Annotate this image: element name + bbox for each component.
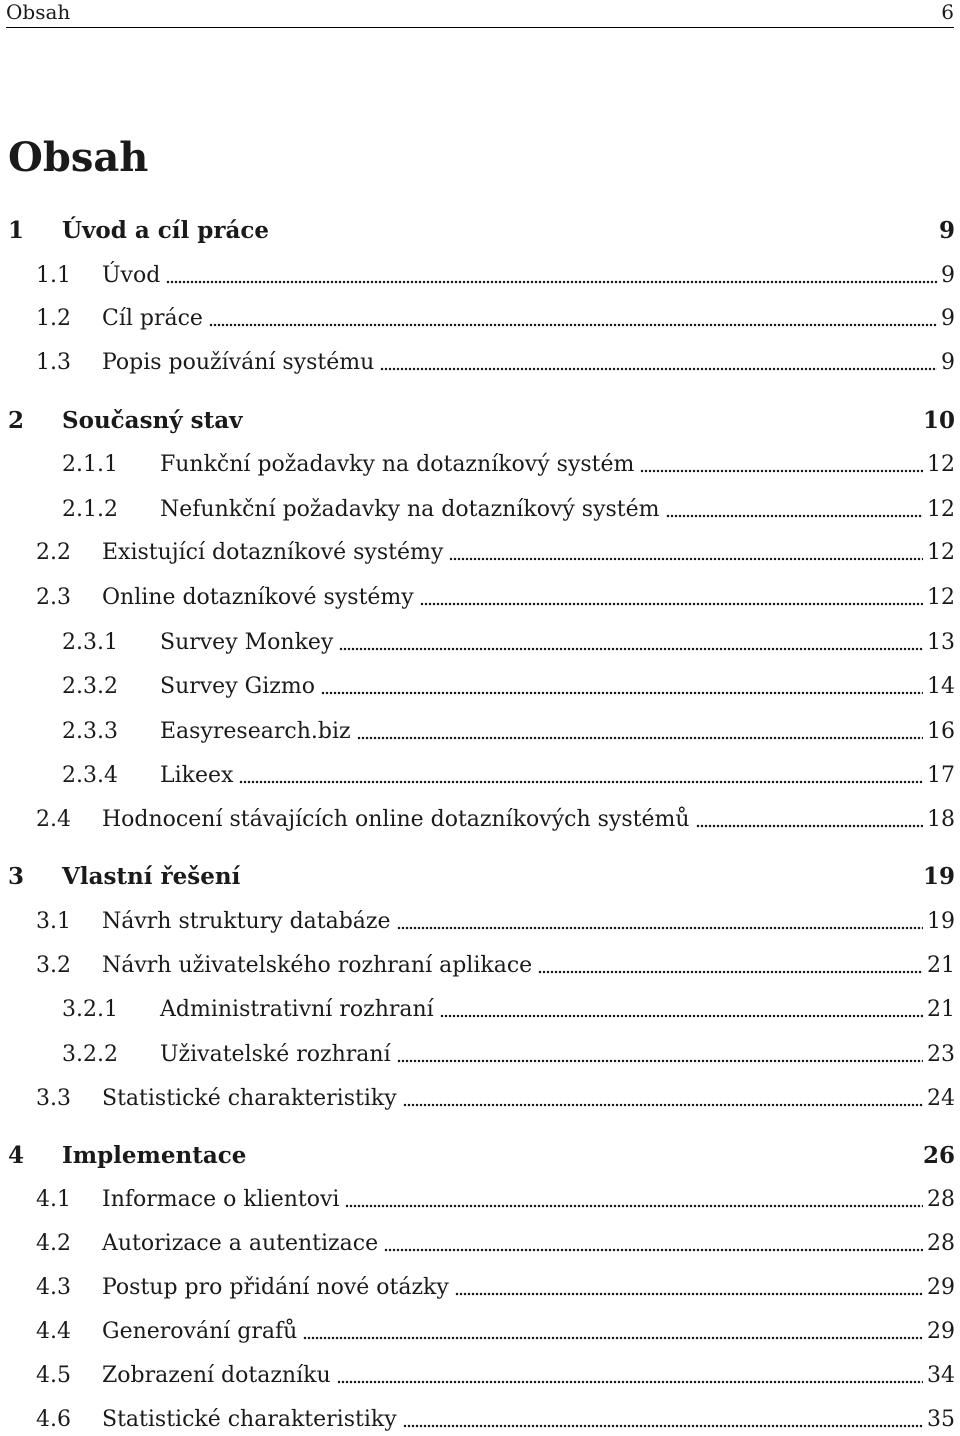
toc-page: 26	[922, 1142, 955, 1169]
toc-entry[interactable]	[0, 537, 960, 569]
toc-title: Implementace	[62, 1142, 247, 1169]
toc-entry[interactable]	[0, 627, 960, 659]
toc-number: 1.2	[36, 306, 71, 331]
toc-page: 21	[927, 997, 955, 1022]
dot-leader	[384, 1248, 923, 1252]
toc-title: Online dotazníkové systémy	[102, 585, 414, 610]
toc-number: 3	[8, 863, 25, 890]
dot-leader	[339, 647, 923, 651]
toc-chapter[interactable]	[0, 861, 960, 893]
toc-page: 29	[927, 1319, 955, 1344]
toc-chapter[interactable]	[0, 215, 960, 247]
toc-entry[interactable]	[0, 1404, 960, 1436]
toc-number: 4.4	[36, 1319, 71, 1344]
toc-number: 2.3.1	[62, 630, 118, 655]
dot-leader	[538, 970, 923, 974]
toc-page: 34	[927, 1363, 955, 1388]
toc-number: 2.4	[36, 807, 71, 832]
running-header-title: Obsah	[6, 0, 71, 24]
toc-title: Statistické charakteristiky	[102, 1086, 397, 1111]
toc-number: 2.3.4	[62, 763, 118, 788]
toc-entry[interactable]	[0, 1228, 960, 1260]
toc-page: 9	[941, 263, 955, 288]
toc-number: 3.3	[36, 1086, 71, 1111]
toc-entry[interactable]	[0, 260, 960, 292]
dot-leader	[403, 1424, 923, 1428]
toc-page: 14	[927, 674, 955, 699]
toc-entry[interactable]	[0, 671, 960, 703]
dot-leader	[345, 1204, 923, 1208]
toc-number: 3.2.1	[62, 997, 118, 1022]
toc-entry[interactable]	[0, 804, 960, 836]
toc-entry[interactable]	[0, 906, 960, 938]
toc-number: 1.1	[36, 263, 71, 288]
toc-entry[interactable]	[0, 347, 960, 379]
dot-leader	[239, 780, 923, 784]
toc-page: 12	[927, 585, 955, 610]
dot-leader	[455, 1292, 923, 1296]
toc-title: Likeex	[160, 763, 234, 788]
toc-title: Zobrazení dotazníku	[102, 1363, 331, 1388]
dot-leader	[397, 1059, 923, 1063]
toc-entry[interactable]	[0, 1272, 960, 1304]
toc-title: Administrativní rozhraní	[160, 997, 434, 1022]
dot-leader	[397, 926, 923, 930]
toc-page: 16	[927, 719, 955, 744]
toc-entry[interactable]	[0, 994, 960, 1026]
running-header-page-number: 6	[941, 0, 954, 24]
toc-entry[interactable]	[0, 1083, 960, 1115]
toc-page: 35	[927, 1407, 955, 1432]
toc-number: 2.3	[36, 585, 71, 610]
toc-page: 23	[927, 1042, 955, 1067]
toc-title: Existující dotazníkové systémy	[102, 540, 444, 565]
dot-leader	[209, 323, 937, 327]
toc-number: 4.3	[36, 1275, 71, 1300]
toc-title: Popis používání systému	[102, 350, 375, 375]
toc-page: 9	[938, 217, 955, 244]
dot-leader	[321, 691, 923, 695]
toc-page: 13	[927, 630, 955, 655]
toc-title: Úvod a cíl práce	[62, 217, 269, 244]
dot-leader	[380, 367, 937, 371]
dot-leader	[666, 514, 923, 518]
toc-page: 28	[927, 1187, 955, 1212]
dot-leader	[166, 280, 937, 284]
toc-title: Survey Gizmo	[160, 674, 315, 699]
toc-chapter[interactable]	[0, 1140, 960, 1172]
toc-number: 3.2.2	[62, 1042, 118, 1067]
toc-title: Informace o klientovi	[102, 1187, 340, 1212]
dot-leader	[696, 824, 923, 828]
toc-title: Návrh struktury databáze	[102, 909, 391, 934]
toc-number: 2.3.2	[62, 674, 118, 699]
toc-page: 28	[927, 1231, 955, 1256]
toc-page: 12	[927, 540, 955, 565]
toc-page: 10	[922, 407, 955, 434]
toc-title: Vlastní řešení	[62, 863, 241, 890]
toc-page: 9	[941, 306, 955, 331]
toc-page: 19	[922, 863, 955, 890]
toc-page: 18	[927, 807, 955, 832]
dot-leader	[640, 469, 923, 473]
toc-title: Cíl práce	[102, 306, 203, 331]
toc-chapter[interactable]	[0, 405, 960, 437]
dot-leader	[303, 1336, 923, 1340]
toc-number: 4.1	[36, 1187, 71, 1212]
dot-leader	[420, 602, 923, 606]
toc-number: 4.2	[36, 1231, 71, 1256]
toc-page: 12	[927, 452, 955, 477]
toc-number: 4.6	[36, 1407, 71, 1432]
toc-number: 2.3.3	[62, 719, 118, 744]
toc-title: Funkční požadavky na dotazníkový systém	[160, 452, 635, 477]
toc-number: 2.2	[36, 540, 71, 565]
toc-entry[interactable]	[0, 582, 960, 614]
toc-entry[interactable]	[0, 1039, 960, 1071]
toc-title: Postup pro přidání nové otázky	[102, 1275, 449, 1300]
toc-number: 2.1.1	[62, 452, 118, 477]
toc-entry[interactable]	[0, 1316, 960, 1348]
toc-entry[interactable]	[0, 303, 960, 335]
toc-page: 24	[927, 1086, 955, 1111]
toc-entry[interactable]	[0, 1184, 960, 1216]
toc-title: Generování grafů	[102, 1319, 298, 1344]
toc-page: 21	[927, 953, 955, 978]
toc-entry[interactable]	[0, 950, 960, 982]
toc-number: 1	[8, 217, 25, 244]
toc-number: 4	[8, 1142, 25, 1169]
toc-entry[interactable]	[0, 449, 960, 481]
toc-page: 29	[927, 1275, 955, 1300]
toc-title: Statistické charakteristiky	[102, 1407, 397, 1432]
dot-leader	[449, 557, 923, 561]
toc-title: Hodnocení stávajících online dotazníkových systémů	[102, 807, 690, 832]
toc-title: Návrh uživatelského rozhraní aplikace	[102, 953, 533, 978]
toc-page: 9	[941, 350, 955, 375]
toc-title: Survey Monkey	[160, 630, 334, 655]
dot-leader	[337, 1380, 923, 1384]
toc-number: 4.5	[36, 1363, 71, 1388]
toc-entry[interactable]	[0, 494, 960, 526]
toc-page: 19	[927, 909, 955, 934]
toc-number: 3.1	[36, 909, 71, 934]
dot-leader	[440, 1014, 923, 1018]
toc-entry[interactable]	[0, 716, 960, 748]
toc-entry[interactable]	[0, 1360, 960, 1392]
toc-title: Nefunkční požadavky na dotazníkový systém	[160, 497, 660, 522]
toc-title: Současný stav	[62, 407, 243, 434]
toc-number: 1.3	[36, 350, 71, 375]
page-title: Obsah	[8, 134, 149, 181]
toc-title: Úvod	[102, 263, 161, 288]
toc-number: 2	[8, 407, 25, 434]
toc-title: Uživatelské rozhraní	[160, 1042, 391, 1067]
toc-title: Easyresearch.biz	[160, 719, 351, 744]
toc-entry[interactable]	[0, 760, 960, 792]
toc-number: 2.1.2	[62, 497, 118, 522]
toc-title: Autorizace a autentizace	[102, 1231, 379, 1256]
dot-leader	[357, 736, 923, 740]
toc-page: 17	[927, 763, 955, 788]
toc-number: 3.2	[36, 953, 71, 978]
toc-page: 12	[927, 497, 955, 522]
dot-leader	[403, 1103, 923, 1107]
